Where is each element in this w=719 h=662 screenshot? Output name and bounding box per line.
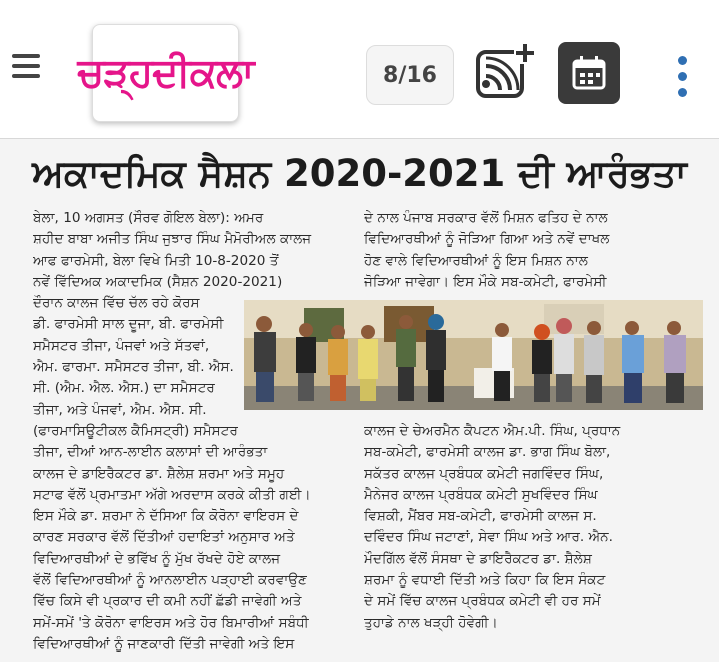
text-line: ਸ਼ਰਮਾ ਨੂੰ ਵਧਾਈ ਦਿੱਤੀ ਅਤੇ ਕਿਹਾ ਕਿ ਇਸ ਸੰਕਟ: [364, 572, 606, 589]
text-line: (ਫਾਰਮਾਸਿਊਟੀਕਲ ਕੈਮਿਸਟ੍ਰੀ) ਸਮੈਸਟਰ: [33, 423, 238, 439]
rss-add-icon[interactable]: [474, 42, 536, 104]
more-vertical-icon[interactable]: [672, 56, 692, 106]
text-line: ਸਟਾਫ ਵੱਲੋਂ ਪ੍ਰਮਾਤਮਾ ਅੱਗੇ ਅਰਦਾਸ ਕਰਕੇ ਕੀਤੀ ਗਈ।: [33, 486, 311, 503]
article-column-right-top: [364, 208, 714, 293]
calendar-icon[interactable]: [558, 42, 620, 104]
text-line: ਵਿਦਿਆਰਥੀਆਂ ਨੂੰ ਜੋੜਿਆ ਗਿਆ ਅਤੇ ਨਵੇਂ ਦਾਖਲ: [364, 231, 610, 248]
text-line: ਵੱਲੋਂ ਵਿਦਿਆਰਥੀਆਂ ਨੂੰ ਆਨਲਾਈਨ ਪੜ੍ਹਾਈ ਕਰਵਾਉਣ: [33, 572, 307, 589]
text-line: ਸਬ-ਕਮੇਟੀ, ਫਾਰਮੇਸੀ ਕਾਲਜ ਡਾ. ਭਾਗ ਸਿੰਘ ਬੋਲਾ,: [364, 444, 611, 461]
text-line: ਤੁਹਾਡੇ ਨਾਲ ਖੜ੍ਹੀ ਹੋਵੇਗੀ।: [364, 614, 498, 631]
text-line: ਵਿਦਿਆਰਥੀਆਂ ਦੇ ਭਵਿੱਖ ਨੂੰ ਮੁੱਖ ਰੱਖਦੇ ਹੋਏ ਕਾਲਜ: [33, 550, 281, 567]
text-line: ਵਿੱਚ ਕਿਸੇ ਵੀ ਪ੍ਰਕਾਰ ਦੀ ਕਮੀ ਨਹੀਂ ਛੱਡੀ ਜਾਵੇਗੀ ਅਤੇ: [33, 593, 302, 610]
text-line: ਨਵੇਂ ਵਿੱਦਿਅਕ ਅਕਾਦਮਿਕ (ਸੈਸ਼ਨ 2020-2021): [33, 273, 283, 290]
logo-text: ਚੜ੍ਹਦੀਕਲਾ: [77, 50, 254, 96]
menu-icon[interactable]: [12, 48, 40, 84]
article-column-bottom-left: [33, 421, 363, 655]
text-line: ਤੀਜਾ, ਦੀਆਂ ਆਨ-ਲਾਈਨ ਕਲਾਸਾਂ ਦੀ ਆਰੰਭਤਾ: [33, 444, 268, 461]
text-line: ਕਾਲਜ ਦੇ ਡਾਇਰੈਕਟਰ ਡਾ. ਸ਼ੈਲੇਸ਼ ਸ਼ਰਮਾ ਅਤੇ ਸਮੂਹ: [33, 465, 285, 482]
text-line: ਦਵਿੰਦਰ ਸਿੰਘ ਜਟਾਣਾਂ, ਸੇਵਾ ਸਿੰਘ ਅਤੇ ਆਰ. ਐਨ.: [364, 529, 613, 546]
text-line: ਦੌਰਾਨ ਕਾਲਜ ਵਿੱਚ ਚੱਲ ਰਹੇ ਕੋਰਸ: [33, 295, 200, 312]
text-line: ਜੋੜਿਆ ਜਾਵੇਗਾ। ਇਸ ਮੌਕੇ ਸਬ-ਕਮੇਟੀ, ਫਾਰਮੇਸੀ: [364, 273, 607, 290]
newspaper-logo[interactable]: [77, 24, 254, 122]
text-line: ਤੀਜਾ, ਅਤੇ ਪੰਜਵਾਂ, ਐਮ. ਐਸ. ਸੀ.: [33, 401, 207, 418]
text-line: ਮੌਦਗਿੱਲ ਵੱਲੋਂ ਸੰਸਥਾ ਦੇ ਡਾਇਰੈਕਟਰ ਡਾ. ਸ਼ੈਲੇਸ਼: [364, 550, 592, 567]
text-line: ਦੇ ਸਮੇਂ ਵਿੱਚ ਕਾਲਜ ਪ੍ਰਬੰਧਕ ਕਮੇਟੀ ਵੀ ਹਰ ਸਮੇਂ: [364, 593, 601, 610]
app-bar: [0, 0, 719, 136]
article-headline: ਅਕਾਦਮਿਕ ਸੈਸ਼ਨ 2020-2021 ਦੀ ਆਰੰਭਤਾ: [32, 152, 687, 195]
text-line: ਕਾਰਣ ਸਰਕਾਰ ਵੱਲੋਂ ਦਿੱਤੀਆਂ ਹਦਾਇਤਾਂ ਅਨੁਸਾਰ ਅਤੇ: [33, 529, 295, 546]
text-line: ਇਸ ਮੌਕੇ ਡਾ. ਸ਼ਰਮਾ ਨੇ ਦੱਸਿਆ ਕਿ ਕੋਰੋਨਾ ਵਾਇਰਸ ਦੇ: [33, 508, 299, 525]
text-line: ਐਮ. ਫਾਰਮਾ. ਸਮੈਸਟਰ ਤੀਜਾ, ਬੀ. ਐਸ.: [33, 359, 234, 376]
text-line: ਆਫ ਫਾਰਮੇਸੀ, ਬੇਲਾ ਵਿਖੇ ਮਿਤੀ 10-8-2020 ਤੋਂ: [33, 252, 279, 269]
group-photo: [244, 300, 703, 410]
text-line: ਕਾਲਜ ਦੇ ਚੇਅਰਮੈਨ ਕੈਪਟਨ ਐਮ.ਪੀ. ਸਿੰਘ, ਪ੍ਰਧਾਨ: [364, 423, 621, 439]
text-line: ਮੈਨੇਜਰ ਕਾਲਜ ਪ੍ਰਬੰਧਕ ਕਮੇਟੀ ਸੁਖਵਿੰਦਰ ਸਿੰਘ: [364, 486, 598, 503]
text-line: ਸਮੈਸਟਰ ਤੀਜਾ, ਪੰਜਵਾਂ ਅਤੇ ਸੱਤਵਾਂ,: [33, 337, 210, 354]
text-line: ਡੀ. ਫਾਰਮੇਸੀ ਸਾਲ ਦੂਜਾ, ਬੀ. ਫਾਰਮੇਸੀ: [33, 316, 224, 333]
page-counter[interactable]: 8/16: [366, 45, 454, 105]
text-line: ਬੇਲਾ, 10 ਅਗਸਤ (ਸੌਰਵ ਗੋਇਲ ਬੇਲਾ): ਅਮਰ: [33, 210, 264, 226]
text-line: ਵਿਸ਼ਕੀ, ਮੈਂਬਰ ਸਬ-ਕਮੇਟੀ, ਫਾਰਮੇਸੀ ਕਾਲਜ ਸ.: [364, 508, 597, 525]
text-line: ਸਮੇਂ-ਸਮੇਂ 'ਤੇ ਕੋਰੋਨਾ ਵਾਇਰਸ ਅਤੇ ਹੋਰ ਬਿਮਾਰੀਆਂ ਸਬੰਧੀ: [33, 614, 309, 631]
text-line: ਹੋਣ ਵਾਲੇ ਵਿਦਿਆਰਥੀਆਂ ਨੂੰ ਇਸ ਮਿਸ਼ਨ ਨਾਲ: [364, 252, 588, 269]
text-line: ਵਿਦਿਆਰਥੀਆਂ ਨੂੰ ਜਾਣਕਾਰੀ ਦਿੱਤੀ ਜਾਵੇਗੀ ਅਤੇ ਇਸ: [33, 635, 295, 652]
text-line: ਸਕੱਤਰ ਕਾਲਜ ਪ੍ਰਬੰਧਕ ਕਮੇਟੀ ਜਗਵਿੰਦਰ ਸਿੰਘ,: [364, 465, 604, 482]
article-column-right-bottom: [364, 421, 714, 634]
text-line: ਸ਼ਹੀਦ ਬਾਬਾ ਅਜੀਤ ਸਿੰਘ ਜੁਝਾਰ ਸਿੰਘ ਮੈਮੋਰੀਅਲ ਕਾਲਜ: [33, 231, 312, 248]
text-line: ਦੇ ਨਾਲ ਪੰਜਾਬ ਸਰਕਾਰ ਵੱਲੋਂ ਮਿਸ਼ਨ ਫਤਿਹ ਦੇ ਨਾਲ: [364, 210, 608, 226]
text-line: ਸੀ. (ਐਮ. ਐਲ. ਐਸ.) ਦਾ ਸਮੈਸਟਰ: [33, 380, 215, 397]
